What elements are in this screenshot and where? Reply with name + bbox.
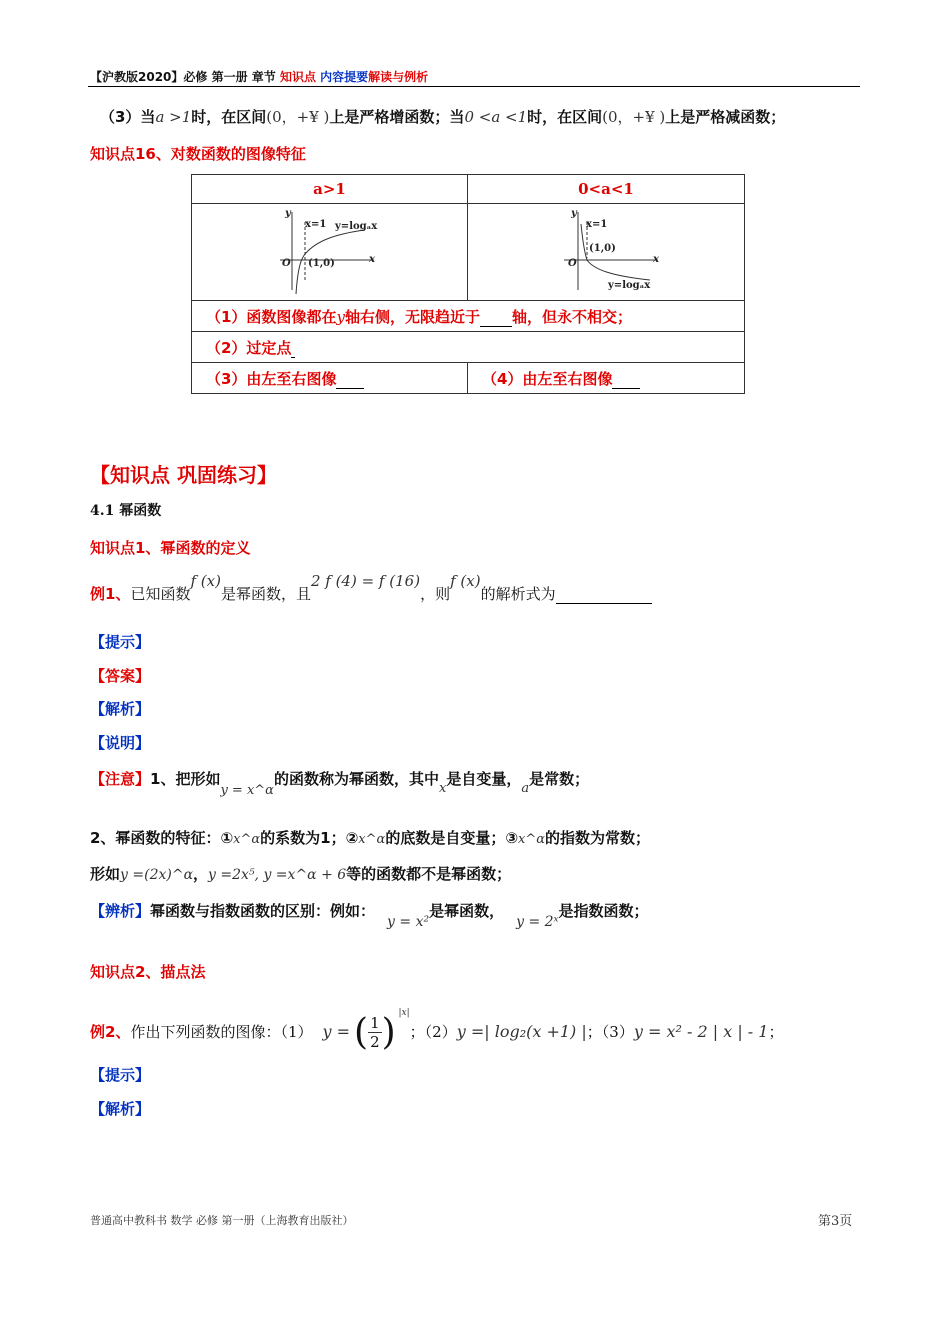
note-t1: 1、把形如 <box>150 770 221 788</box>
row1-part1: （1）函数图像都在 <box>206 307 337 326</box>
distinguish-tag: 【辨析】 <box>90 902 151 920</box>
log-feature-table <box>191 174 745 394</box>
graph-cell-1 <box>192 204 468 301</box>
sub41-title: 4.1 幂函数 <box>90 503 162 519</box>
feature-line <box>90 827 650 848</box>
graph-cell-2 <box>468 204 745 301</box>
ex2-f1-exp: |x| <box>398 1008 410 1018</box>
forms-t3: 等的函数都不是幂函数； <box>346 865 512 883</box>
tag-answer-1: 【答案】 <box>90 667 151 685</box>
item3-cond2: 0 <a <1 <box>464 108 528 126</box>
ex1-f2: f (x) <box>450 572 481 590</box>
kp16-title: 知识点16、对数函数的图像特征 <box>90 145 306 163</box>
feature-x2: x^α <box>358 832 386 847</box>
item3-end: 上是严格减函数； <box>665 108 786 126</box>
table-row2 <box>192 332 745 363</box>
ex2-sep2: ；（3） <box>586 1023 634 1041</box>
forms-line <box>90 863 511 884</box>
row2-blank[interactable] <box>291 343 295 358</box>
ex2-f1-lhs: y = <box>322 1022 351 1041</box>
header-kp: 知识点 <box>279 70 316 84</box>
asymptote-label: x=1 <box>305 219 327 230</box>
forms-e1: y =(2x)^α <box>120 867 194 883</box>
tag-analysis-2: 【解析】 <box>90 1100 151 1118</box>
page-number: 第3页 <box>818 1214 853 1229</box>
item3-mid3: 时，在区间 <box>527 108 603 126</box>
ex1-eq: 2 f (4) = f (16) <box>310 572 421 590</box>
feature-t4: 的指数为常数； <box>545 829 651 847</box>
feature-x1: x^α <box>233 832 261 847</box>
row3-left-text: （3）由左至右图像 <box>206 369 337 388</box>
ex1-label: 例1、 <box>90 585 131 603</box>
table-row3-left <box>192 363 468 394</box>
note-x: x <box>438 781 447 796</box>
tag-hint-1: 【提示】 <box>90 633 151 651</box>
item3-mid1: 时，在区间 <box>191 108 267 126</box>
feature-t2: 的系数为1；② <box>260 829 359 847</box>
table-col1-header <box>192 175 468 204</box>
header-analysis: 解读与例析 <box>368 70 429 84</box>
row1-blank[interactable] <box>480 312 512 327</box>
ex1-t3: ，则 <box>420 585 451 603</box>
ex2-t1: 作出下列函数的图像：（1） <box>130 1023 313 1041</box>
note-line <box>90 768 590 798</box>
origin-label: O <box>568 258 577 269</box>
ex2-f1-num: 1 <box>370 1014 380 1032</box>
header-summary: 内容提要 <box>315 70 369 84</box>
table-col2-header <box>468 175 745 204</box>
tag-analysis-1: 【解析】 <box>90 700 151 718</box>
item3-line <box>100 106 785 127</box>
row1-part3: 轴，但永不相交； <box>511 307 632 326</box>
feature-x3: x^α <box>518 832 546 847</box>
table-row1 <box>192 301 745 332</box>
example1-line <box>90 572 652 604</box>
log-graph-decreasing <box>468 204 744 296</box>
note-t3: 是自变量， <box>446 770 522 788</box>
ex2-fraction: ( $\frac{1}{2}$ ) |x| <box>354 1008 410 1053</box>
row3-right-blank[interactable] <box>612 374 640 389</box>
origin-label: O <box>282 258 291 269</box>
col2-label: 0<a<1 <box>578 180 634 198</box>
note-tag: 【注意】 <box>90 770 151 788</box>
ex2-end: ； <box>768 1023 784 1041</box>
note-t4: 是常数； <box>529 770 590 788</box>
function-label: y=logₐx <box>335 221 378 232</box>
note-expr: y = x^α <box>220 783 274 798</box>
section-title: 【知识点 巩固练习】 <box>90 463 277 487</box>
item3-interval2: (0，+¥ ) <box>602 108 666 126</box>
ex1-t2: 是幂函数，且 <box>220 585 311 603</box>
ex2-label: 例2、 <box>90 1023 131 1041</box>
example2-line <box>90 1008 784 1053</box>
note-t2: 的函数称为幂函数，其中 <box>273 770 439 788</box>
kp2-title: 知识点2、描点法 <box>90 963 206 981</box>
item3-interval1: (0，+¥ ) <box>266 108 330 126</box>
distinguish-e2: y = 2ˣ <box>516 914 559 930</box>
forms-t1: 形如 <box>90 865 121 883</box>
tag-explain-1: 【说明】 <box>90 734 151 752</box>
kp1-title: 知识点1、幂函数的定义 <box>90 539 251 557</box>
forms-e2: y =2x⁵, y =x^α + 6 <box>208 867 347 883</box>
item3-cond1: a >1 <box>155 108 192 126</box>
ex2-f2: y =| log₂(x +1) | <box>456 1022 587 1041</box>
ex2-f1-den: 2 <box>370 1033 380 1051</box>
row1-y: y <box>336 307 345 326</box>
distinguish-t3: 是指数函数； <box>558 902 649 920</box>
log-graph-increasing <box>192 204 467 296</box>
feature-t1: 2、幂函数的特征：① <box>90 829 234 847</box>
header-rule <box>88 86 860 87</box>
item3-mid2: 上是严格增函数；当 <box>329 108 465 126</box>
function-label: y=logₐx <box>608 280 651 291</box>
ex1-blank[interactable] <box>556 589 652 604</box>
item3-lead: （3）当 <box>100 108 156 126</box>
forms-t2: ， <box>193 865 209 883</box>
ex1-t1: 已知函数 <box>130 585 191 603</box>
distinguish-t2: 是幂函数， <box>429 902 505 920</box>
y-axis-label: y <box>285 208 291 219</box>
point-label: (1,0) <box>308 258 335 269</box>
table-row3-right <box>468 363 745 394</box>
ex1-f1: f (x) <box>190 572 221 590</box>
running-header <box>90 68 428 85</box>
distinguish-line <box>90 900 649 930</box>
row2-text: （2）过定点 <box>206 338 292 357</box>
row3-right-text: （4）由左至右图像 <box>482 369 613 388</box>
tag-hint-2: 【提示】 <box>90 1066 151 1084</box>
feature-t3: 的底数是自变量；③ <box>385 829 519 847</box>
note-a: a <box>521 781 530 796</box>
point-label: (1,0) <box>589 243 616 254</box>
distinguish-t1: 幂函数与指数函数的区别：例如： <box>150 902 376 920</box>
asymptote-label: x=1 <box>586 219 608 230</box>
x-axis-label: x <box>653 254 659 265</box>
row3-left-blank[interactable] <box>336 374 364 389</box>
header-title: 【沪教版2020】必修 第一册 章节 <box>90 70 280 84</box>
distinguish-e1: y = x² <box>387 914 430 930</box>
ex2-sep1: ；（2） <box>409 1023 457 1041</box>
ex1-t4: 的解析式为 <box>480 585 556 603</box>
row1-part2: 轴右侧，无限趋近于 <box>344 307 480 326</box>
y-axis-label: y <box>571 208 577 219</box>
ex2-f3: y = x² - 2 | x | - 1 <box>633 1022 769 1041</box>
footer-left: 普通高中教科书 数学 必修 第一册（上海教育出版社） <box>90 1214 354 1227</box>
x-axis-label: x <box>369 254 375 265</box>
col1-label: a>1 <box>313 180 346 198</box>
